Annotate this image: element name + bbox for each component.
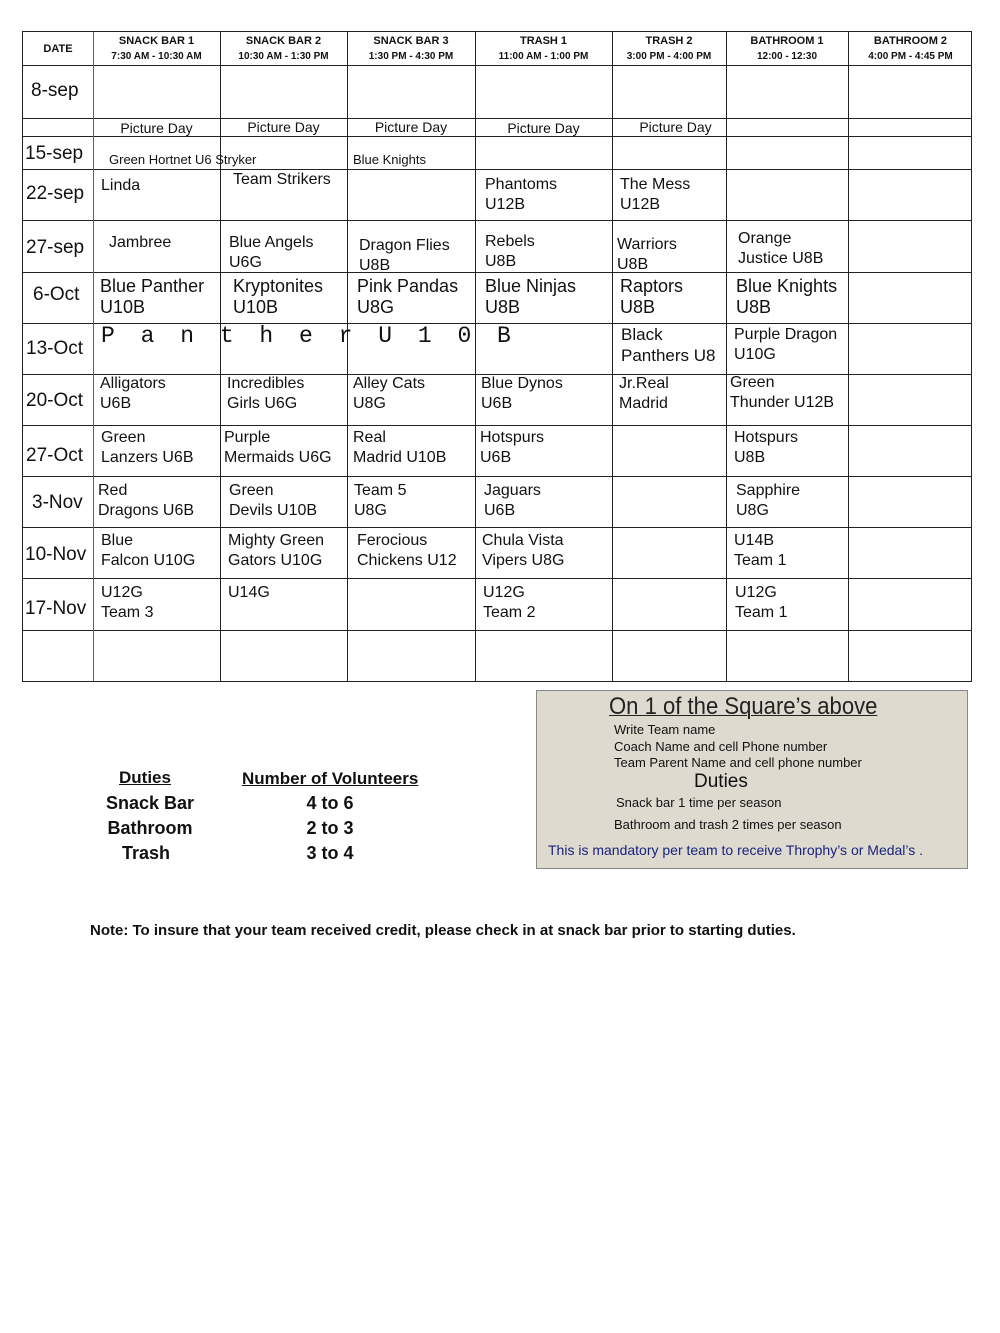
volunteers-header: Number of Volunteers (242, 769, 419, 788)
instruction-line: Bathroom and trash 2 times per season (614, 817, 842, 832)
table-divider (23, 630, 971, 631)
schedule-cell: Linda (101, 177, 141, 194)
duty-name: Snack Bar (105, 793, 195, 813)
column-header (220, 34, 347, 64)
schedule-cell: Blue Angels U6G (229, 234, 314, 271)
schedule-cell: U12G Team 1 (735, 584, 788, 621)
volunteer-schedule-table (22, 31, 972, 682)
date-label: 27-Oct (26, 445, 84, 466)
schedule-cell: Raptors U8B (620, 276, 684, 317)
column-header-time: 7:30 AM - 10:30 AM (111, 51, 202, 62)
schedule-cell: Blue Dynos U6B (481, 375, 563, 412)
schedule-cell: Purple Dragon U10G (734, 326, 838, 363)
volunteer-count: 4 to 6 (306, 793, 354, 813)
column-header-time: 11:00 AM - 1:00 PM (498, 51, 589, 62)
column-header-time: 3:00 PM - 4:00 PM (626, 51, 712, 62)
date-label: 3-Nov (32, 492, 83, 513)
schedule-cell: Rebels U8B (485, 233, 535, 270)
schedule-cell: Jambree (109, 234, 172, 251)
date-label: 22-sep (26, 183, 85, 204)
table-divider (848, 32, 849, 681)
schedule-cell: Kryptonites U10B (233, 276, 324, 317)
schedule-cell: Green Hortnet U6 Stryker (109, 152, 257, 167)
date-label: 17-Nov (25, 598, 87, 619)
instruction-line: Team Parent Name and cell phone number (614, 755, 862, 770)
schedule-cell: Black Panthers U8 (621, 325, 716, 365)
column-header-time: 12:00 - 12:30 (756, 51, 818, 62)
instructions-title: On 1 of the Square’s above (609, 693, 878, 720)
volunteer-count: 2 to 3 (306, 818, 354, 838)
table-divider (23, 527, 971, 528)
schedule-cell: Chula Vista Vipers U8G (482, 532, 565, 569)
schedule-cell: U12G Team 2 (483, 584, 536, 621)
table-divider (23, 476, 971, 477)
instructions-box (536, 690, 968, 869)
schedule-cell: Purple Mermaids U6G (224, 429, 332, 466)
column-header-time: 10:30 AM - 1:30 PM (238, 51, 329, 62)
instruction-line: Coach Name and cell Phone number (614, 739, 828, 754)
date-label: 6-Oct (33, 284, 80, 305)
duty-name: Bathroom (107, 818, 193, 838)
column-header-name: BATHROOM 1 (750, 35, 824, 47)
instruction-line: Snack bar 1 time per season (616, 795, 782, 810)
schedule-cell: Pink Pandas U8G (357, 276, 459, 317)
table-divider (23, 425, 971, 426)
schedule-cell: Real Madrid U10B (353, 429, 447, 466)
schedule-cell: U14B Team 1 (734, 532, 787, 569)
column-header-name: SNACK BAR 3 (373, 35, 449, 47)
schedule-cell: Blue Knights U8B (736, 276, 838, 317)
schedule-cell: Hotspurs U8B (734, 429, 799, 466)
schedule-cell: Team 5 U8G (354, 482, 407, 519)
date-label: 15-sep (25, 143, 84, 164)
date-label: 13-Oct (26, 338, 84, 359)
credit-note: Note: To insure that your team received credit, please check in at snack bar prior to starting duties. (90, 922, 796, 939)
schedule-cell: Mighty Green Gators U10G (228, 532, 325, 569)
picture-day-cell: Picture Day (374, 119, 448, 135)
column-header (848, 34, 973, 64)
schedule-cell: Blue Ninjas U8B (485, 276, 577, 317)
column-header-name: SNACK BAR 2 (245, 35, 322, 47)
column-header-name: TRASH 1 (519, 35, 568, 47)
column-header-name: TRASH 2 (645, 35, 693, 47)
column-header (612, 34, 726, 64)
schedule-cell: Hotspurs U6B (480, 429, 545, 466)
column-header-name: SNACK BAR 1 (118, 35, 195, 47)
column-header (475, 34, 612, 64)
column-header (347, 34, 475, 64)
schedule-cell: Jaguars U6B (484, 482, 541, 519)
instructions-duties-label: Duties (694, 771, 748, 792)
schedule-cell: Ferocious Chickens U12 (357, 532, 457, 569)
column-header-time: 4:00 PM - 4:45 PM (868, 51, 953, 62)
duties-header: Duties (119, 768, 171, 787)
date-label: 20-Oct (26, 390, 84, 411)
column-header-time: 1:30 PM - 4:30 PM (368, 51, 454, 62)
date-label: 8-sep (31, 80, 79, 101)
schedule-cell: Green Thunder U12B (730, 374, 835, 411)
schedule-cell: Phantoms U12B (485, 176, 558, 213)
column-header (93, 34, 220, 64)
schedule-cell: Orange Justice U8B (738, 230, 824, 267)
schedule-cell: Incredibles Girls U6G (227, 375, 305, 412)
schedule-cell: Blue Knights (353, 152, 426, 167)
table-divider (23, 578, 971, 579)
schedule-cell: Blue Falcon U10G (101, 532, 196, 569)
schedule-cell: Blue Panther U10B (100, 276, 205, 317)
schedule-cell: U12G Team 3 (101, 584, 154, 621)
schedule-cell: Warriors U8B (617, 236, 677, 272)
table-divider (23, 272, 971, 273)
duty-name: Trash (121, 843, 171, 863)
picture-day-cell: Picture Day (247, 119, 320, 135)
picture-day-cell: Picture Day (639, 119, 712, 135)
picture-day-cell: Picture Day (120, 120, 193, 136)
picture-day-cell: Picture Day (507, 120, 580, 136)
schedule-cell: Alley Cats U8G (353, 375, 426, 412)
mandatory-notice: This is mandatory per team to receive Throphy’s or Medal’s . (548, 842, 924, 858)
date-label: 27-sep (26, 237, 85, 258)
schedule-cell: Alligators U6B (100, 375, 166, 412)
volunteer-count: 3 to 4 (306, 843, 354, 863)
date-label: 10-Nov (25, 544, 87, 565)
table-divider (23, 220, 971, 221)
date-column-header: DATE (43, 43, 73, 55)
schedule-cell: Team Strikers (233, 171, 331, 188)
schedule-cell: P a n t h e r U 1 0 B (101, 323, 517, 349)
schedule-cell: Red Dragons U6B (98, 482, 195, 519)
schedule-cell: Dragon Flies U8B (359, 237, 450, 272)
schedule-cell: Green Lanzers U6B (101, 429, 194, 466)
table-divider (23, 65, 971, 66)
column-header (726, 34, 848, 64)
schedule-cell: The Mess U12B (620, 176, 691, 213)
column-header-name: BATHROOM 2 (873, 35, 948, 47)
schedule-cell: Green Devils U10B (229, 482, 318, 519)
schedule-cell: Jr.Real Madrid (619, 375, 669, 412)
schedule-cell: U14G (228, 584, 270, 601)
duties-volunteers-table (90, 764, 450, 874)
schedule-cell: Sapphire U8G (736, 482, 801, 519)
instruction-line: Write Team name (614, 722, 716, 737)
